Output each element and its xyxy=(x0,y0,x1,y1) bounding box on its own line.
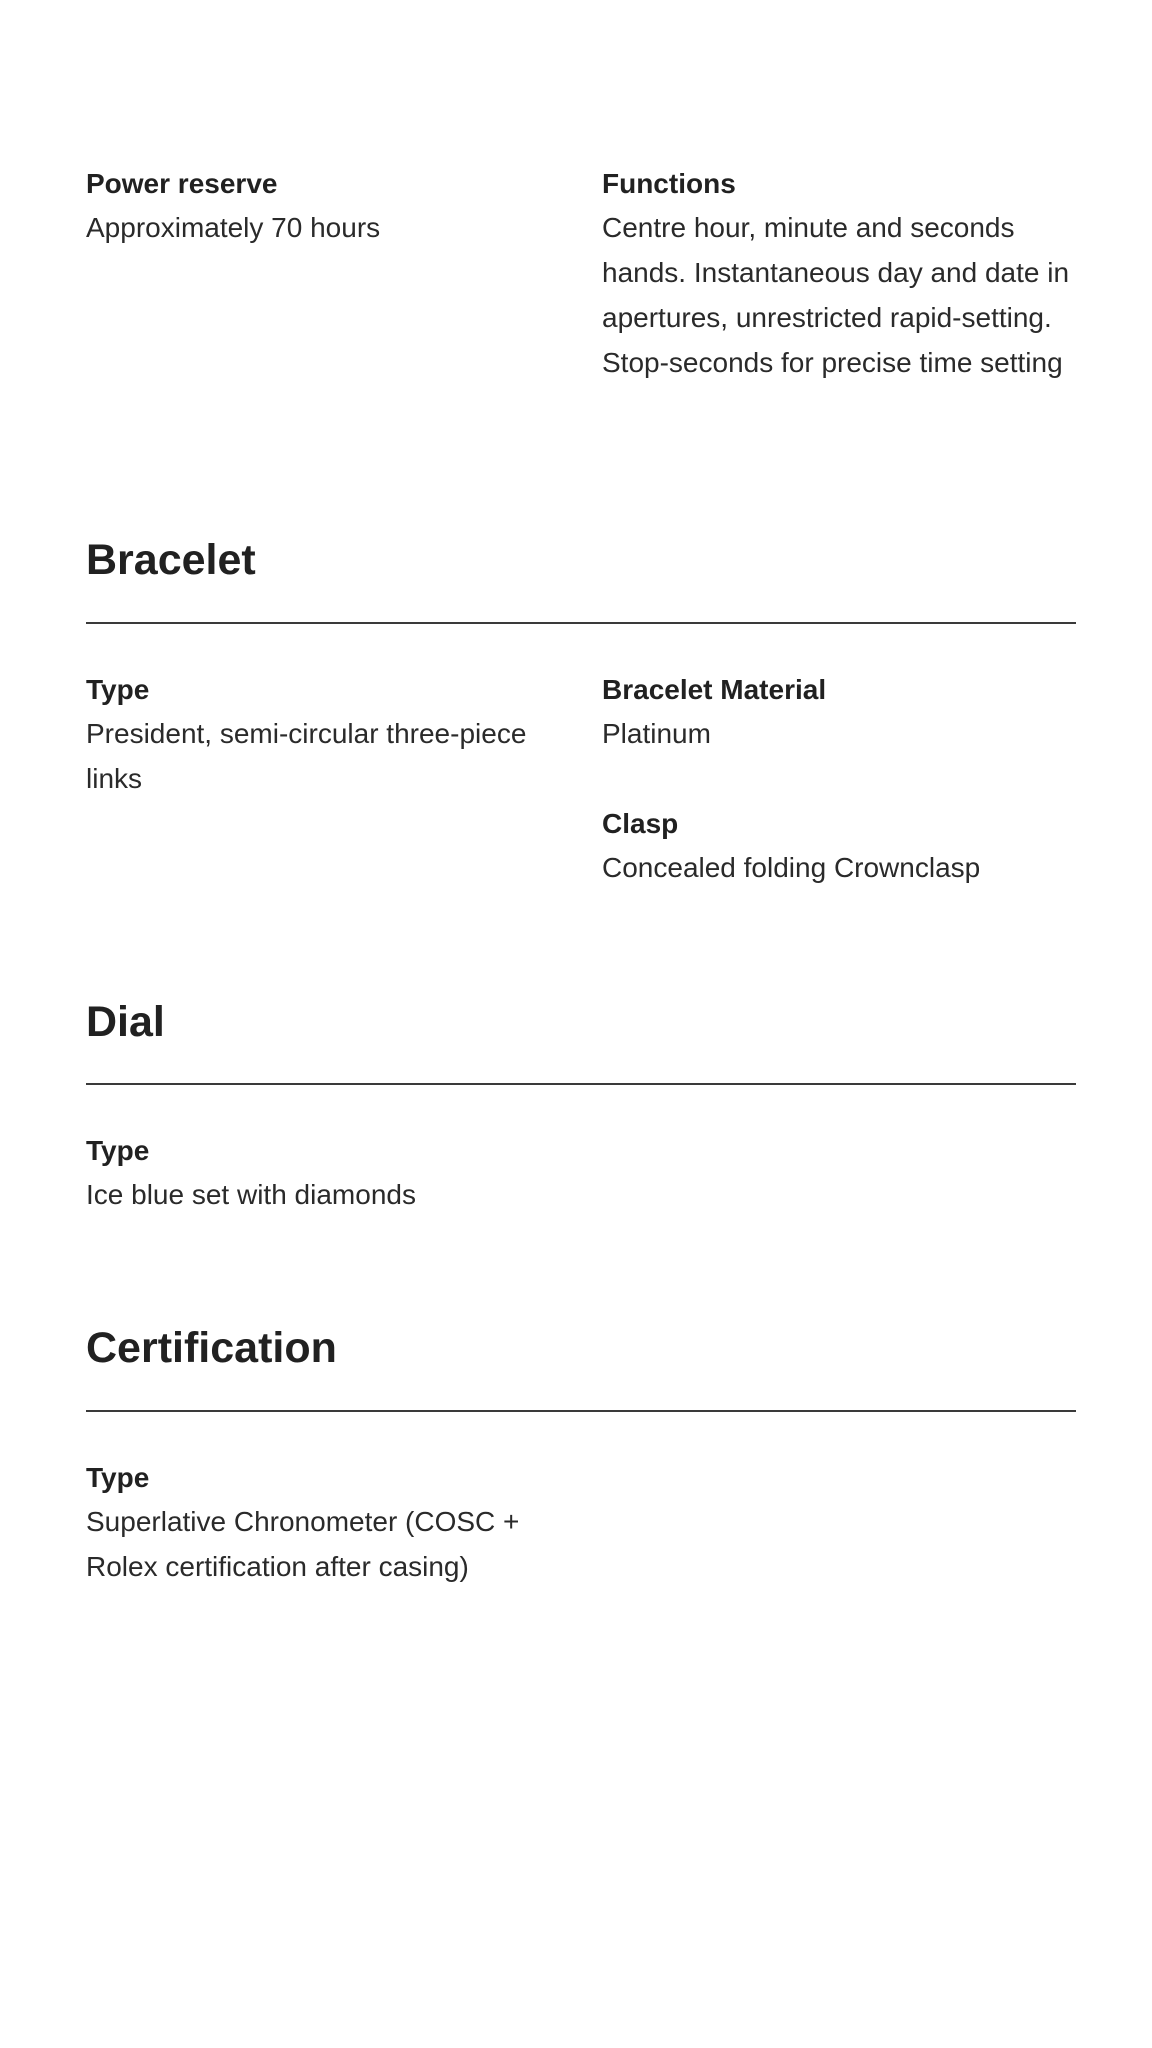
functions-value: Centre hour, minute and seconds hands. Instantaneous day and date in apertures, unrestricted rapid-setting. Stop-seconds for precise time setting xyxy=(602,212,1070,378)
functions-label: Functions xyxy=(602,168,736,199)
bracelet-material-value: Platinum xyxy=(602,718,711,749)
certification-type-spec xyxy=(86,1461,556,1589)
dial-divider xyxy=(86,1083,1076,1085)
dial-section-title: Dial xyxy=(86,998,165,1046)
bracelet-divider xyxy=(86,622,1076,624)
bracelet-type-label: Type xyxy=(86,674,150,705)
dial-type-label: Type xyxy=(86,1135,150,1166)
power-reserve-value: Approximately 70 hours xyxy=(86,212,381,243)
clasp-spec xyxy=(602,807,1072,890)
functions-spec xyxy=(602,167,1072,385)
certification-section-title: Certification xyxy=(86,1324,337,1372)
bracelet-section-title: Bracelet xyxy=(86,536,256,584)
dial-type-spec xyxy=(86,1134,556,1217)
certification-type-value: Superlative Chronometer (COSC + Rolex certification after casing) xyxy=(86,1506,520,1582)
clasp-value: Concealed folding Crownclasp xyxy=(602,852,981,883)
certification-divider xyxy=(86,1410,1076,1412)
power-reserve-spec xyxy=(86,167,556,250)
clasp-label: Clasp xyxy=(602,808,679,839)
power-reserve-label: Power reserve xyxy=(86,168,278,199)
dial-type-value: Ice blue set with diamonds xyxy=(86,1179,416,1210)
certification-type-label: Type xyxy=(86,1462,150,1493)
bracelet-type-value: President, semi-circular three-piece links xyxy=(86,718,527,794)
bracelet-material-label: Bracelet Material xyxy=(602,674,827,705)
bracelet-material-spec xyxy=(602,673,1072,756)
bracelet-type-spec xyxy=(86,673,556,801)
